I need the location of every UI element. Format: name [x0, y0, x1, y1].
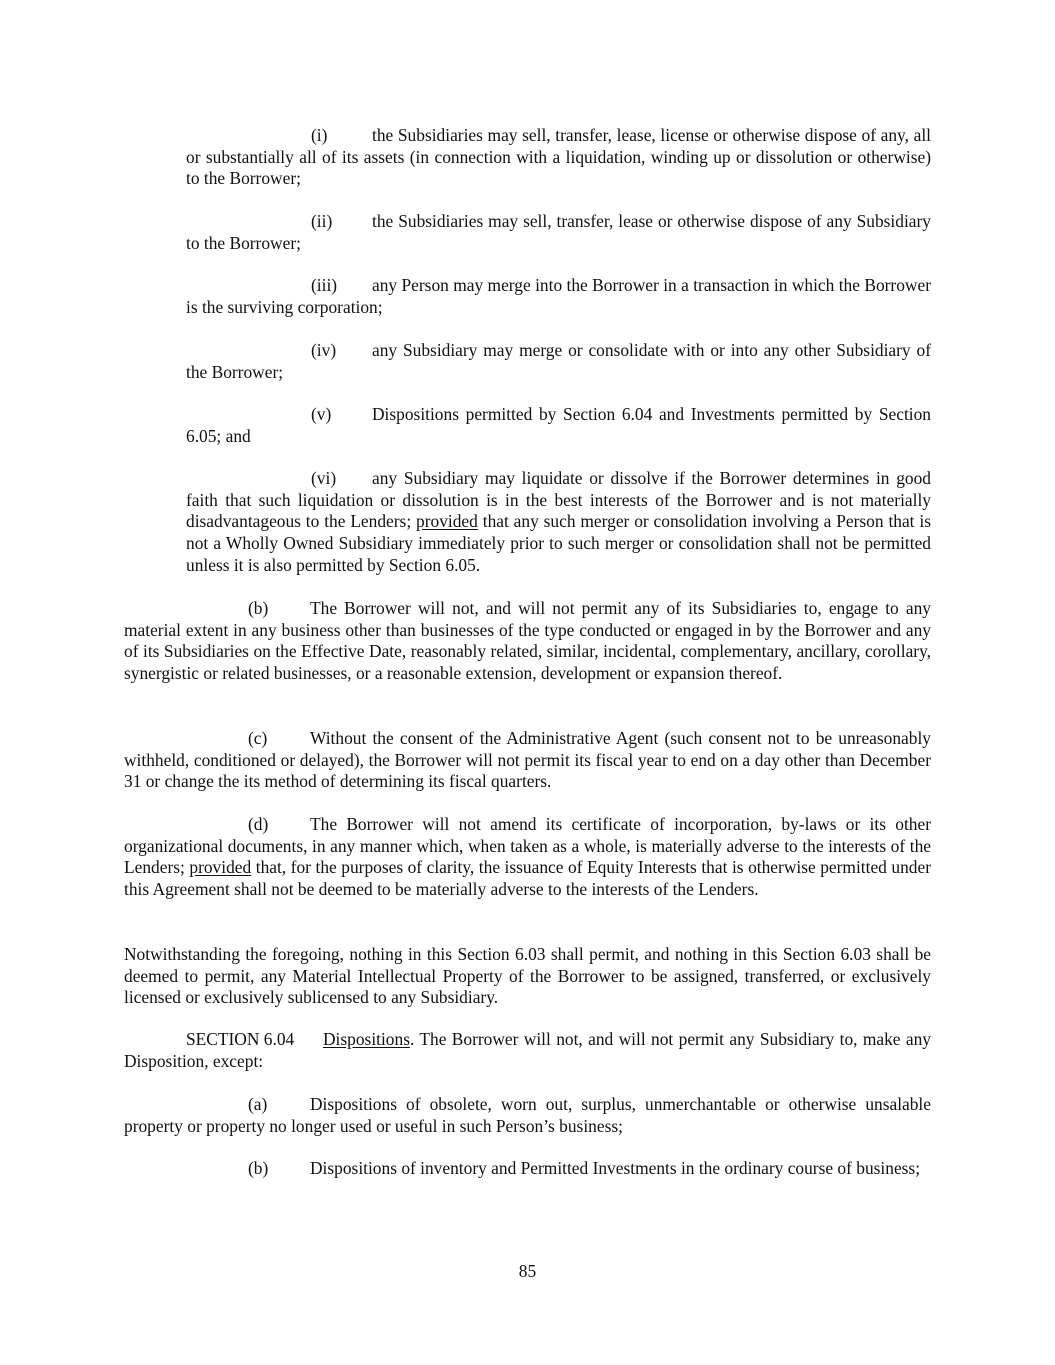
clause-number: (i) [311, 125, 328, 145]
clause-text: any Subsidiary may merge or consolidate with or into any other Subsidiary of the Borrower; [186, 340, 931, 382]
clause-text: the Subsidiaries may sell, transfer, lease or otherwise dispose of any Subsidiary to the Borrower; [186, 211, 931, 253]
section-label: SECTION 6.04 [186, 1029, 295, 1049]
clause-v [186, 404, 931, 447]
paragraph-number: (d) [248, 814, 269, 834]
clause-text: Dispositions permitted by Section 6.04 and Investments permitted by Section 6.05; and [186, 404, 931, 446]
paragraph-c [124, 728, 931, 793]
paragraph-text: The Borrower will not amend its certificate of incorporation, by-laws or its other organizational documents, in any manner which, when taken as a whole, is materially adverse to the interests of the Lenders; [124, 814, 931, 878]
disposition-b [124, 1158, 931, 1180]
clause-text: the Subsidiaries may sell, transfer, lease, license or otherwise dispose of any, all or substantially all of its assets (in connection with a liquidation, winding up or dissolution or otherwise) to the Borrower; [186, 125, 931, 189]
clause-text: any Subsidiary may liquidate or dissolve if the Borrower determines in good faith that such liquidation or dissolution is in the best interests of the Borrower and is not materially disadvantageous to the Lenders; [186, 468, 931, 532]
disposition-number: (b) [248, 1158, 269, 1178]
section-title: Dispositions [323, 1029, 410, 1049]
clause-number: (vi) [311, 468, 337, 488]
paragraph-number: (c) [248, 728, 268, 748]
paragraph-text: The Borrower will not, and will not permit any of its Subsidiaries to, engage to any material extent in any business other than businesses of the type conducted or engaged in by the Borrower and any of its Subsidiaries on the Effective Date, reasonably related, similar, incidental, complementary, ancillary, corollary, synergistic or related businesses, or a reasonable extension, development or expansion thereof. [124, 598, 931, 684]
clause-text: any Person may merge into the Borrower in a transaction in which the Borrower is the surviving corporation; [186, 275, 931, 317]
paragraph-text: Without the consent of the Administrative Agent (such consent not to be unreasonably withheld, conditioned or delayed), the Borrower will not permit its fiscal year to end on a day other than December 31 or change the its method of determining its fiscal quarters. [124, 728, 931, 792]
paragraph-d [124, 814, 931, 901]
provided-underlined: provided [416, 511, 478, 532]
clause-iii [186, 275, 931, 318]
paragraph-text-continued: that, for the purposes of clarity, the issuance of Equity Interests that is otherwise permitted under this Agreement shall not be deemed to be materially adverse to the interests of the Lenders. [124, 857, 931, 900]
clause-number: (iii) [311, 275, 338, 295]
section-text: . The Borrower will not, and will not permit any Subsidiary to, make any Disposition, except: [124, 1029, 931, 1071]
page-number: 85 [518, 1261, 537, 1281]
provided-underlined: provided [189, 857, 252, 878]
clause-number: (ii) [311, 211, 333, 231]
clause-number: (v) [311, 404, 332, 424]
notwithstanding-paragraph: Notwithstanding the foregoing, nothing in this Section 6.03 shall permit, and nothing in this Section 6.03 shall be deemed to permit, any Material Intellectual Property of the Borrower to be assigned, transferred, or exclusively licensed or exclusively sublicensed to any Subsidiary. [124, 944, 931, 1008]
clause-number: (iv) [311, 340, 337, 360]
paragraph-number: (b) [248, 598, 269, 618]
clause-iv [186, 340, 931, 383]
disposition-text: Dispositions of inventory and Permitted Investments in the ordinary course of business; [310, 1158, 921, 1178]
clause-i [186, 125, 931, 190]
disposition-number: (a) [248, 1094, 268, 1114]
clause-ii [186, 211, 931, 254]
clause-text-continued: that any such merger or consolidation involving a Person that is not a Wholly Owned Subsidiary immediately prior to such merger or consolidation shall not be permitted unless it is also permitted by Section 6.05. [186, 511, 931, 575]
clause-vi [186, 468, 931, 577]
disposition-a [124, 1094, 931, 1137]
paragraph-b [124, 598, 931, 685]
disposition-text: Dispositions of obsolete, worn out, surplus, unmerchantable or otherwise unsalable property or property no longer used or useful in such Person’s business; [124, 1094, 931, 1136]
section-6-04-paragraph [124, 1029, 931, 1072]
